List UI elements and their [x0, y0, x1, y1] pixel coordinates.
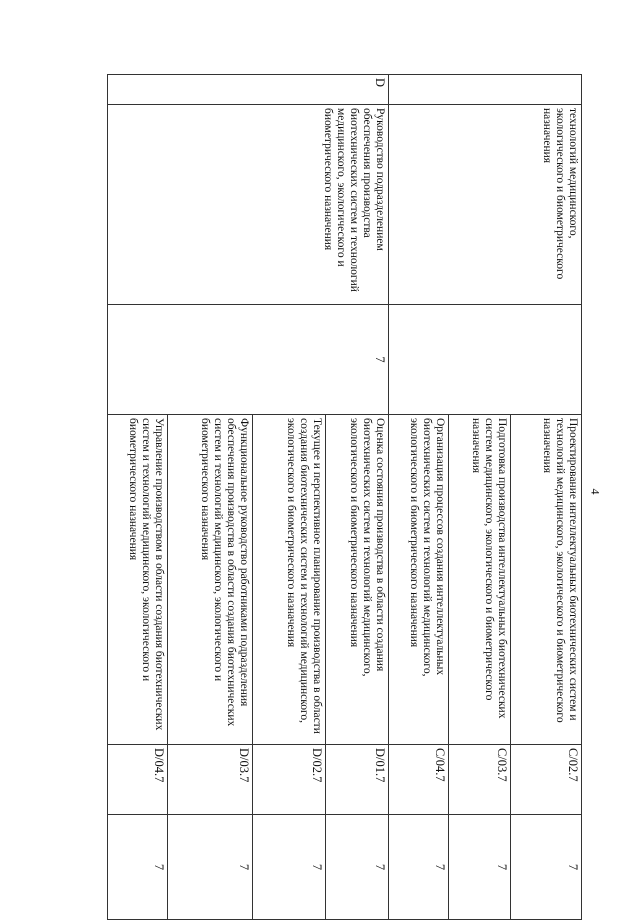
cell-function-level: 7: [449, 815, 511, 920]
cell-function-code: D/03.7: [168, 745, 253, 815]
cell-function: Оценка состояния производства в области создания биотехнических систем и технологий медицинского, экологического и биометрического назначения: [326, 415, 389, 745]
cell-function: Организация процессов создания интеллектуальных биотехнических систем и технологий медицинского, экологического и биометрического назначения: [389, 415, 449, 745]
cell-function-level: 7: [253, 815, 326, 920]
cell-function-code: C/02.7: [511, 745, 582, 815]
table-row: [511, 75, 582, 920]
cell-function-code: D/04.7: [108, 745, 168, 815]
cell-code: [389, 75, 582, 105]
table-row: [326, 75, 389, 920]
cell-function-level: 7: [389, 815, 449, 920]
functions-table: [107, 74, 582, 920]
cell-function: Функциональное руководство работниками подразделения обеспечения производства в области создания биотехнических систем и технологий медицинского, экологического и биометрического назначения: [168, 415, 253, 745]
cell-level: 7: [108, 305, 389, 415]
cell-name: Руководство подразделением обеспечения производства биотехнических систем и технологий медицинского, экологического и биометрического назначения: [108, 105, 389, 305]
cell-function: Подготовка производства интеллектуальных биотехнических систем медицинского, экологического и биометрического назначения: [449, 415, 511, 745]
cell-function-level: 7: [108, 815, 168, 920]
cell-function-code: C/03.7: [449, 745, 511, 815]
cell-function-level: 7: [511, 815, 582, 920]
cell-function: Управление производством в области создания биотехнических систем и технологий медицинского, экологического и биометрического назначения: [108, 415, 168, 745]
page-number: 4: [588, 488, 603, 495]
cell-function-code: D/01.7: [326, 745, 389, 815]
cell-name: технологий медицинского, экологического и биометрического назначения: [389, 105, 582, 305]
cell-function-level: 7: [168, 815, 253, 920]
cell-function-code: C/04.7: [389, 745, 449, 815]
cell-function-code: D/02.7: [253, 745, 326, 815]
cell-function: Проектирование интеллектуальных биотехнических систем и технологий медицинского, экологического и биометрического назначения: [511, 415, 582, 745]
cell-function: Текущее и перспективное планирование производства в области создания биотехнических систем и технологий медицинского, экологического и биометрического назначения: [253, 415, 326, 745]
cell-level: [389, 305, 582, 415]
cell-code: D: [108, 75, 389, 105]
cell-function-level: 7: [326, 815, 389, 920]
table-body: [108, 75, 582, 920]
